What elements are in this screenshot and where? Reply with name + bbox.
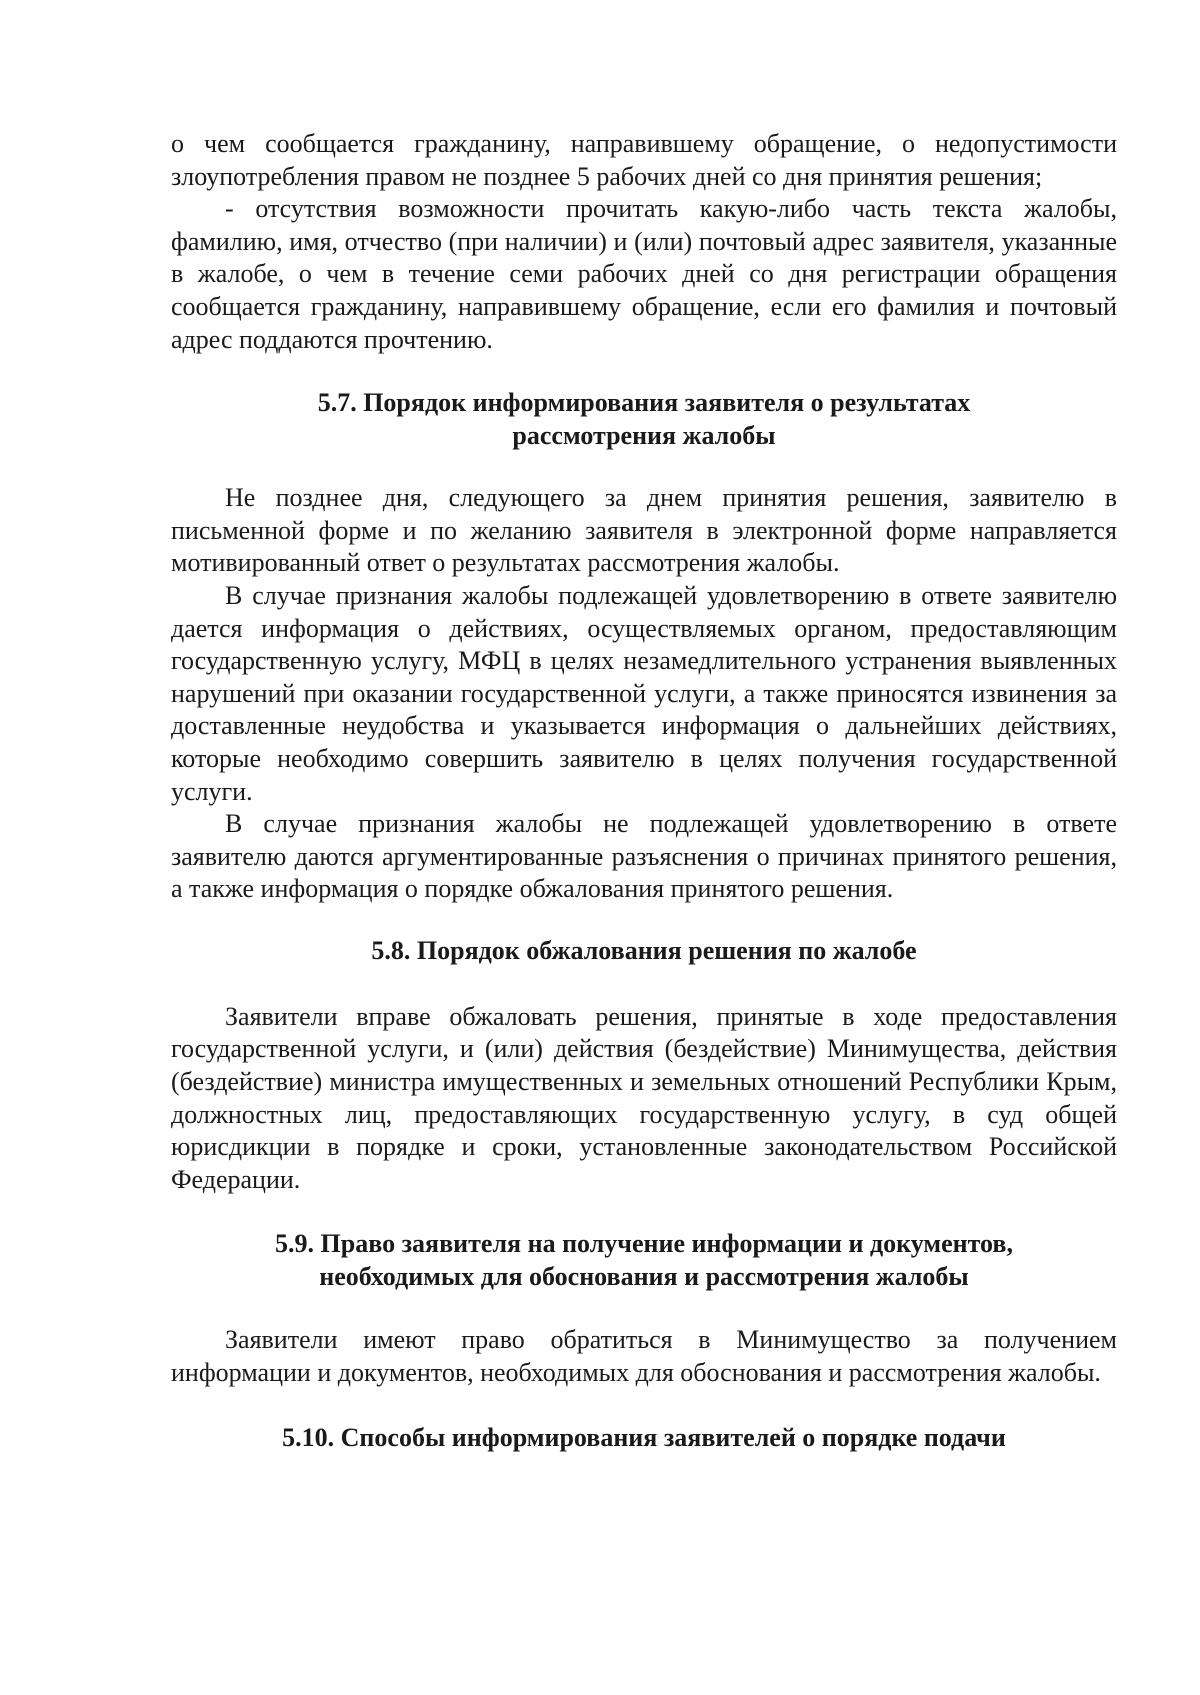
section-5-9-paragraph-1: Заявители имеют право обратиться в Минимущество за получением информации и документов, необходимых для обоснования и рассмотрения жалобы. — [171, 1325, 1117, 1388]
section-5-7-heading-line-1: 5.7. Порядок информирования заявителя о результатах — [317, 388, 971, 418]
section-5-7-paragraph-3: В случае признания жалобы не подлежащей удовлетворению в ответе заявителю даются аргументированные разъяснения о причинах принятого решения, а также информация о порядке обжалования принятого решения. — [171, 809, 1117, 904]
section-5-7-paragraph-2: В случае признания жалобы подлежащей удовлетворению в ответе заявителю дается информация о действиях, осуществляемых органом, предоставляющим государственную услугу, МФЦ в целях незамедлительного устранения выявленных нарушений при оказании государственной услуги, а также приносятся извинения за доставленные неудобства и указывается информация о дальнейших действиях, которые необходимо совершить заявителю в целях получения государственной услуги. — [171, 580, 1117, 806]
section-5-8-heading: 5.8. Порядок обжалования решения по жалобе — [371, 935, 917, 965]
document-page — [171, 128, 1117, 1454]
intro-paragraph-1: о чем сообщается гражданину, направившему обращение, о недопустимости злоупотребления правом не позднее 5 рабочих дней со дня принятия решения; — [171, 129, 1117, 191]
section-5-7-paragraph-1: Не позднее дня, следующего за днем принятия решения, заявителю в письменной форме и по желанию заявителя в электронной форме направляется мотивированный ответ о результатах рассмотрения жалобы. — [171, 483, 1117, 578]
section-5-7-heading-line-2: рассмотрения жалобы — [512, 421, 776, 451]
section-5-9-heading-line-1: 5.9. Право заявителя на получение информации и документов, — [275, 1229, 1013, 1259]
section-5-8-paragraph-1: Заявители вправе обжаловать решения, принятые в ходе предоставления государственной услуги, и (или) действия (бездействие) Минимущества, действия (бездействие) министра имущественных и земельных отношений Республики Крым, должностных лиц, предоставляющих государственную услугу, в суд общей юрисдикции в порядке и сроки, установленные законодательством Российской Федерации. — [171, 1001, 1117, 1194]
section-5-10-heading: 5.10. Способы информирования заявителей о порядке подачи — [282, 1422, 1006, 1452]
section-5-7-heading — [171, 386, 1117, 452]
section-5-9-heading — [171, 1227, 1117, 1293]
intro-paragraph-2: - отсутствия возможности прочитать какую-либо часть текста жалобы, фамилию, имя, отчество (при наличии) и (или) почтовый адрес заявителя, указанные в жалобе, о чем в течение семи рабочих дней со дня регистрации обращения сообщается гражданину, направившему обращение, если его фамилия и почтовый адрес поддаются прочтению. — [171, 194, 1117, 354]
section-5-9-heading-line-2: необходимых для обоснования и рассмотрения жалобы — [319, 1262, 969, 1292]
